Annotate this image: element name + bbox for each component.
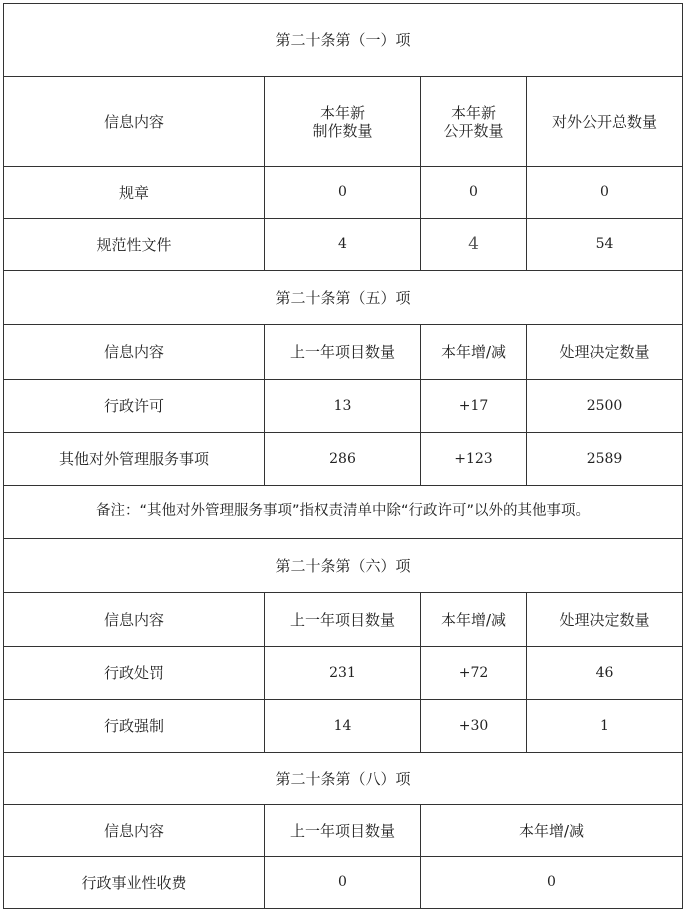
table-header-row bbox=[4, 325, 683, 380]
cell-value: 14 bbox=[265, 700, 421, 753]
header-decision-count: 处理决定数量 bbox=[527, 325, 683, 380]
header-info-content: 信息内容 bbox=[4, 325, 265, 380]
row-label: 行政处罚 bbox=[4, 647, 265, 700]
note-text: 备注：“其他对外管理服务事项”指权责清单中除“行政许可”以外的其他事项。 bbox=[4, 486, 683, 539]
header-prev-year-count: 上一年项目数量 bbox=[265, 593, 421, 647]
cell-value: 231 bbox=[265, 647, 421, 700]
cell-value: 4 bbox=[421, 219, 527, 271]
header-total-published: 对外公开总数量 bbox=[527, 77, 683, 167]
cell-value: 0 bbox=[421, 167, 527, 219]
cell-value: 0 bbox=[265, 857, 421, 909]
cell-value: 0 bbox=[265, 167, 421, 219]
header-decision-count: 处理决定数量 bbox=[527, 593, 683, 647]
table-header-row bbox=[4, 77, 683, 167]
cell-value: 2500 bbox=[527, 380, 683, 433]
header-change: 本年增/减 bbox=[421, 805, 683, 857]
row-label: 行政强制 bbox=[4, 700, 265, 753]
header-new-produced bbox=[265, 77, 421, 167]
header-line: 公开数量 bbox=[443, 121, 504, 140]
cell-value: 46 bbox=[527, 647, 683, 700]
header-line: 本年新 bbox=[319, 103, 365, 122]
table-header-row bbox=[4, 805, 683, 857]
header-prev-year-count: 上一年项目数量 bbox=[265, 325, 421, 380]
cell-value: 0 bbox=[527, 167, 683, 219]
cell-value: 13 bbox=[265, 380, 421, 433]
row-label: 规章 bbox=[4, 167, 265, 219]
cell-value: +72 bbox=[421, 647, 527, 700]
header-new-published bbox=[421, 77, 527, 167]
section-title-row bbox=[4, 271, 683, 325]
section-title: 第二十条第（八）项 bbox=[4, 753, 683, 805]
header-line: 本年新 bbox=[450, 103, 496, 122]
cell-value: 0 bbox=[421, 857, 683, 909]
section-title-row bbox=[4, 4, 683, 77]
cell-value: +30 bbox=[421, 700, 527, 753]
table-row bbox=[4, 380, 683, 433]
table-row bbox=[4, 647, 683, 700]
header-info-content: 信息内容 bbox=[4, 593, 265, 647]
table-row bbox=[4, 857, 683, 909]
note-row bbox=[4, 486, 683, 539]
row-label: 规范性文件 bbox=[4, 219, 265, 271]
header-info-content: 信息内容 bbox=[4, 805, 265, 857]
table-row bbox=[4, 700, 683, 753]
cell-value: +17 bbox=[421, 380, 527, 433]
header-change: 本年增/减 bbox=[421, 325, 527, 380]
cell-value: +123 bbox=[421, 433, 527, 486]
cell-value: 4 bbox=[265, 219, 421, 271]
section-title-row bbox=[4, 539, 683, 593]
table-row bbox=[4, 167, 683, 219]
row-label: 行政事业性收费 bbox=[4, 857, 265, 909]
section-title: 第二十条第（一）项 bbox=[4, 4, 683, 77]
cell-value: 1 bbox=[527, 700, 683, 753]
disclosure-table bbox=[3, 3, 683, 909]
table-row bbox=[4, 219, 683, 271]
cell-value: 286 bbox=[265, 433, 421, 486]
header-change: 本年增/减 bbox=[421, 593, 527, 647]
header-line: 制作数量 bbox=[312, 121, 373, 140]
row-label: 行政许可 bbox=[4, 380, 265, 433]
header-prev-year-count: 上一年项目数量 bbox=[265, 805, 421, 857]
table-header-row bbox=[4, 593, 683, 647]
section-title: 第二十条第（五）项 bbox=[4, 271, 683, 325]
header-info-content: 信息内容 bbox=[4, 77, 265, 167]
cell-value: 54 bbox=[527, 219, 683, 271]
section-title-row bbox=[4, 753, 683, 805]
cell-value: 2589 bbox=[527, 433, 683, 486]
section-title: 第二十条第（六）项 bbox=[4, 539, 683, 593]
table-row bbox=[4, 433, 683, 486]
row-label: 其他对外管理服务事项 bbox=[4, 433, 265, 486]
